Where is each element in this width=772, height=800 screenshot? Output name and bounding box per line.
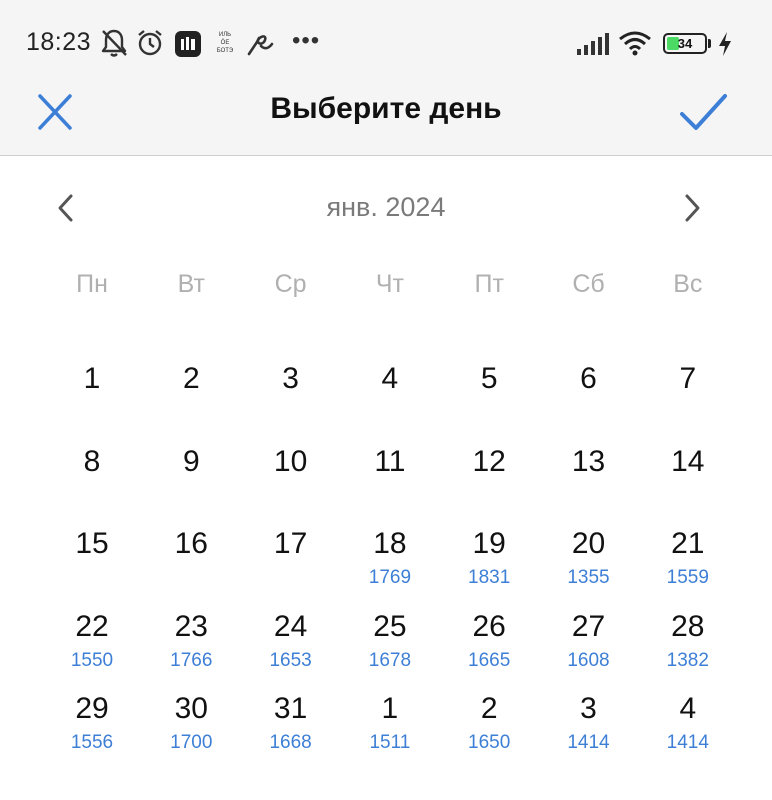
weekday-label: Сб — [572, 270, 605, 298]
day-number: 17 — [273, 527, 308, 560]
calendar-day[interactable] — [244, 603, 338, 681]
calendar-day[interactable] — [542, 603, 636, 681]
day-count: 1650 — [468, 732, 511, 753]
day-number: 4 — [381, 362, 399, 395]
calendar-day[interactable] — [343, 685, 437, 763]
month-navigation — [0, 180, 772, 236]
signal-icon — [576, 33, 610, 55]
calendar-day[interactable] — [144, 603, 238, 681]
day-number: 8 — [83, 444, 101, 478]
day-number: 30 — [174, 692, 208, 725]
day-number: 27 — [571, 609, 606, 643]
day-number: 9 — [182, 444, 200, 478]
day-number: 21 — [671, 527, 705, 560]
day-number: 5 — [480, 362, 498, 395]
day-number: 15 — [75, 527, 109, 560]
day-count: 1665 — [468, 649, 511, 671]
day-number: 31 — [273, 692, 308, 725]
calendar-day[interactable] — [244, 520, 338, 598]
weekday-header — [45, 270, 735, 310]
day-count: 1559 — [666, 567, 709, 588]
day-number: 29 — [75, 692, 109, 725]
calendar-day[interactable] — [641, 438, 735, 516]
day-number: 6 — [580, 362, 597, 395]
calendar-day[interactable] — [442, 438, 536, 516]
day-count: 1511 — [369, 732, 411, 753]
calendar-grid — [45, 355, 735, 775]
calendar-day[interactable] — [343, 520, 437, 598]
weekday-label: Пн — [76, 270, 108, 298]
calendar-day[interactable] — [45, 355, 139, 433]
status-time: 18:23 — [26, 28, 92, 56]
day-count: 1550 — [70, 649, 114, 671]
calendar-day[interactable] — [641, 520, 735, 598]
day-number: 4 — [679, 692, 697, 725]
calendar-day[interactable] — [641, 355, 735, 433]
day-count: 1668 — [269, 732, 312, 753]
calendar-day[interactable] — [542, 438, 636, 516]
day-number: 22 — [75, 609, 109, 643]
battery-percent: 34 — [677, 36, 693, 51]
weekday-label: Чт — [375, 270, 404, 298]
day-count: 1355 — [567, 567, 610, 588]
calendar-day[interactable] — [45, 438, 139, 516]
weekday-label: Пт — [474, 270, 504, 298]
calendar-day[interactable] — [542, 520, 636, 598]
page-title: Выберите день — [270, 92, 502, 125]
day-count: 1769 — [368, 567, 412, 588]
calendar-day[interactable] — [343, 603, 437, 681]
calendar-day[interactable] — [442, 355, 536, 433]
day-number: 1 — [83, 362, 101, 395]
app-badge-text: ИЛЬ ÖE БОТЭ — [216, 32, 234, 54]
calendar-day[interactable] — [442, 603, 536, 681]
day-number: 26 — [472, 609, 506, 643]
wifi-icon — [618, 30, 652, 56]
weekday-label: Вт — [177, 270, 205, 298]
day-count: 1414 — [567, 732, 610, 753]
calendar-day[interactable] — [641, 603, 735, 681]
day-number: 25 — [373, 609, 407, 643]
day-count: 1382 — [666, 649, 709, 671]
bell-off-icon — [100, 28, 128, 58]
app-icon — [175, 31, 201, 57]
calendar-day[interactable] — [144, 438, 238, 516]
day-number: 18 — [373, 527, 407, 560]
calendar-day[interactable] — [442, 520, 536, 598]
day-count: 1766 — [170, 649, 213, 671]
calendar-day[interactable] — [244, 355, 338, 433]
calendar-day[interactable] — [244, 438, 338, 516]
calendar-day[interactable] — [144, 520, 238, 598]
dialog-header — [0, 68, 772, 156]
calendar-day[interactable] — [45, 520, 139, 598]
day-number: 1 — [381, 692, 399, 725]
day-count: 1608 — [567, 649, 610, 671]
day-number: 3 — [580, 692, 597, 725]
calendar-day[interactable] — [343, 438, 437, 516]
day-number: 10 — [273, 444, 308, 478]
weekday-label: Ср — [274, 270, 307, 298]
status-bar — [0, 0, 772, 68]
more-icon: ••• — [292, 27, 321, 54]
chevron-right-icon[interactable] — [676, 190, 708, 226]
calendar-day[interactable] — [244, 685, 338, 763]
calendar-day[interactable] — [542, 355, 636, 433]
calendar-day[interactable] — [641, 685, 735, 763]
charging-bolt-icon — [716, 31, 734, 57]
day-number: 28 — [671, 609, 705, 643]
day-number: 23 — [174, 609, 208, 643]
confirm-check-button[interactable] — [676, 88, 730, 134]
day-count: 1678 — [368, 649, 412, 671]
weekday-label: Вс — [673, 270, 703, 298]
month-label: янв. 2024 — [326, 192, 446, 222]
day-count: 1556 — [70, 732, 114, 753]
day-number: 16 — [174, 527, 208, 560]
calendar-day[interactable] — [144, 355, 238, 433]
calendar-day[interactable] — [442, 685, 536, 763]
day-number: 12 — [472, 444, 506, 478]
day-number: 13 — [571, 444, 606, 478]
day-number: 3 — [282, 362, 299, 395]
day-count: 1831 — [468, 567, 511, 588]
day-number: 19 — [472, 527, 506, 560]
alarm-icon — [136, 28, 164, 58]
calendar-day[interactable] — [542, 685, 636, 763]
calendar-day[interactable] — [343, 355, 437, 433]
calendar-day[interactable] — [45, 685, 139, 763]
battery-tip — [708, 39, 711, 48]
day-count: 1700 — [170, 732, 213, 753]
day-number: 7 — [679, 362, 697, 395]
day-number: 20 — [571, 527, 606, 560]
day-number: 11 — [374, 444, 406, 478]
squiggle-icon — [245, 30, 275, 58]
calendar-day[interactable] — [144, 685, 238, 763]
day-number: 14 — [671, 444, 705, 478]
day-number: 2 — [480, 692, 498, 725]
day-count: 1653 — [269, 649, 312, 671]
day-number: 24 — [273, 609, 308, 643]
day-number: 2 — [182, 362, 200, 395]
calendar-day[interactable] — [45, 603, 139, 681]
battery-icon — [663, 33, 707, 54]
day-count: 1414 — [666, 732, 709, 753]
